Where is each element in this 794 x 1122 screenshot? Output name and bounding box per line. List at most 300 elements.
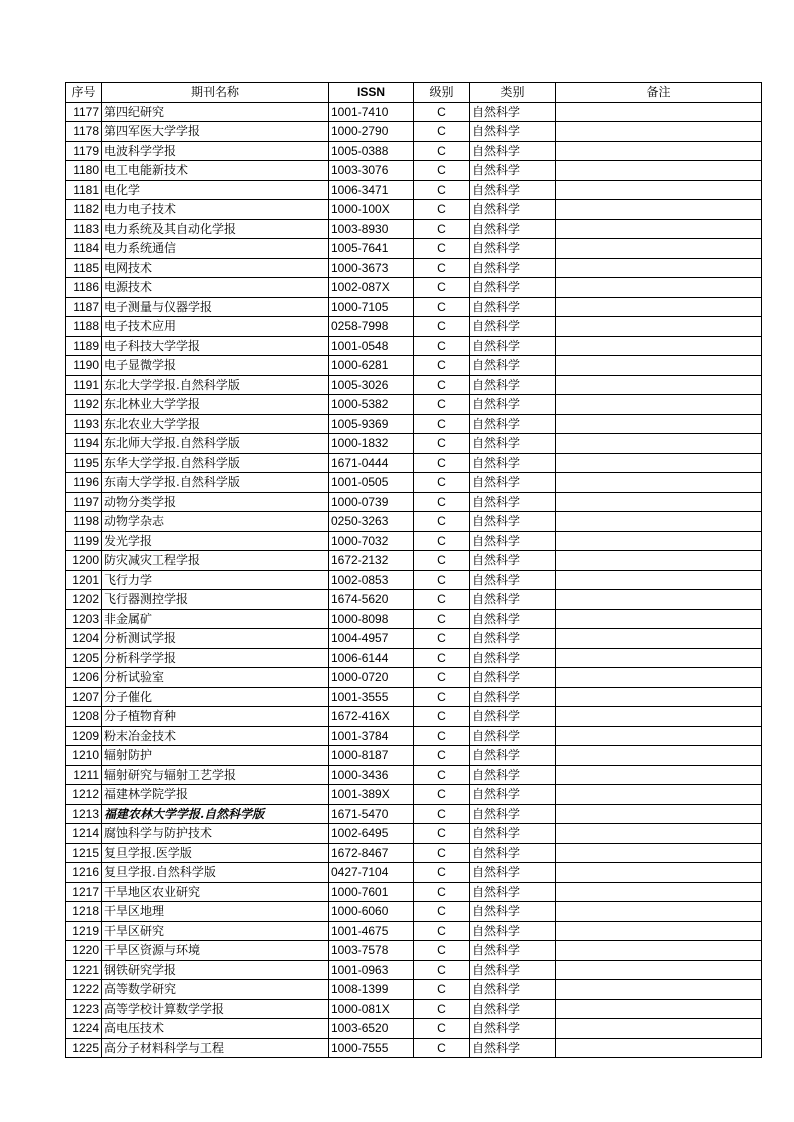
cell-level: C — [414, 941, 470, 961]
cell-note — [556, 278, 762, 298]
cell-issn: 1674-5620 — [329, 590, 414, 610]
cell-no: 1193 — [66, 414, 102, 434]
cell-category: 自然科学 — [470, 453, 556, 473]
cell-note — [556, 785, 762, 805]
cell-note — [556, 609, 762, 629]
cell-name: 防灾减灾工程学报 — [102, 551, 329, 571]
cell-level: C — [414, 590, 470, 610]
table-row — [66, 414, 762, 434]
table-row — [66, 785, 762, 805]
cell-issn: 1001-389X — [329, 785, 414, 805]
cell-no: 1203 — [66, 609, 102, 629]
table-row — [66, 375, 762, 395]
cell-category: 自然科学 — [470, 161, 556, 181]
table-row — [66, 921, 762, 941]
cell-no: 1187 — [66, 297, 102, 317]
cell-no: 1189 — [66, 336, 102, 356]
cell-issn: 1002-0853 — [329, 570, 414, 590]
cell-category: 自然科学 — [470, 980, 556, 1000]
cell-level: C — [414, 960, 470, 980]
table-row — [66, 726, 762, 746]
cell-no: 1206 — [66, 668, 102, 688]
cell-issn: 1000-7032 — [329, 531, 414, 551]
cell-level: C — [414, 336, 470, 356]
cell-category: 自然科学 — [470, 512, 556, 532]
cell-category: 自然科学 — [470, 278, 556, 298]
cell-issn: 1000-6281 — [329, 356, 414, 376]
cell-name: 动物分类学报 — [102, 492, 329, 512]
cell-no: 1213 — [66, 804, 102, 824]
table-row — [66, 687, 762, 707]
cell-category: 自然科学 — [470, 258, 556, 278]
table-row — [66, 180, 762, 200]
cell-issn: 1672-416X — [329, 707, 414, 727]
cell-note — [556, 863, 762, 883]
cell-note — [556, 141, 762, 161]
cell-no: 1217 — [66, 882, 102, 902]
header-name: 期刊名称 — [102, 83, 329, 103]
cell-issn: 1004-4957 — [329, 629, 414, 649]
table-row — [66, 980, 762, 1000]
cell-note — [556, 258, 762, 278]
table-row — [66, 570, 762, 590]
cell-note — [556, 434, 762, 454]
cell-issn: 1000-2790 — [329, 122, 414, 142]
cell-level: C — [414, 707, 470, 727]
cell-name: 福建林学院学报 — [102, 785, 329, 805]
cell-level: C — [414, 200, 470, 220]
cell-issn: 1003-3076 — [329, 161, 414, 181]
cell-no: 1208 — [66, 707, 102, 727]
cell-name: 第四军医大学学报 — [102, 122, 329, 142]
cell-issn: 1000-081X — [329, 999, 414, 1019]
cell-level: C — [414, 609, 470, 629]
cell-issn: 1003-6520 — [329, 1019, 414, 1039]
journal-table — [65, 82, 762, 1058]
cell-note — [556, 414, 762, 434]
cell-category: 自然科学 — [470, 999, 556, 1019]
cell-no: 1182 — [66, 200, 102, 220]
cell-note — [556, 551, 762, 571]
header-level: 级别 — [414, 83, 470, 103]
cell-name: 分子催化 — [102, 687, 329, 707]
cell-note — [556, 882, 762, 902]
cell-name: 分析试验室 — [102, 668, 329, 688]
cell-issn: 1672-2132 — [329, 551, 414, 571]
cell-level: C — [414, 102, 470, 122]
cell-name: 飞行力学 — [102, 570, 329, 590]
cell-note — [556, 122, 762, 142]
cell-name: 电子测量与仪器学报 — [102, 297, 329, 317]
cell-no: 1192 — [66, 395, 102, 415]
cell-note — [556, 239, 762, 259]
cell-no: 1180 — [66, 161, 102, 181]
table-body — [66, 102, 762, 1058]
cell-level: C — [414, 141, 470, 161]
cell-issn: 1001-3784 — [329, 726, 414, 746]
cell-category: 自然科学 — [470, 492, 556, 512]
cell-category: 自然科学 — [470, 668, 556, 688]
cell-no: 1183 — [66, 219, 102, 239]
cell-name: 电化学 — [102, 180, 329, 200]
table-row — [66, 746, 762, 766]
cell-name: 钢铁研究学报 — [102, 960, 329, 980]
table-row — [66, 863, 762, 883]
cell-note — [556, 824, 762, 844]
cell-no: 1219 — [66, 921, 102, 941]
cell-category: 自然科学 — [470, 726, 556, 746]
table-row — [66, 434, 762, 454]
cell-name: 高等学校计算数学学报 — [102, 999, 329, 1019]
cell-issn: 1000-0739 — [329, 492, 414, 512]
cell-category: 自然科学 — [470, 570, 556, 590]
cell-note — [556, 921, 762, 941]
cell-level: C — [414, 297, 470, 317]
cell-no: 1224 — [66, 1019, 102, 1039]
cell-issn: 1672-8467 — [329, 843, 414, 863]
cell-no: 1204 — [66, 629, 102, 649]
cell-name: 非金属矿 — [102, 609, 329, 629]
cell-issn: 1001-0963 — [329, 960, 414, 980]
cell-no: 1218 — [66, 902, 102, 922]
cell-issn: 1002-6495 — [329, 824, 414, 844]
cell-note — [556, 102, 762, 122]
cell-level: C — [414, 278, 470, 298]
cell-name: 东北林业大学学报 — [102, 395, 329, 415]
cell-category: 自然科学 — [470, 590, 556, 610]
cell-name: 电子技术应用 — [102, 317, 329, 337]
cell-level: C — [414, 512, 470, 532]
cell-no: 1199 — [66, 531, 102, 551]
cell-level: C — [414, 375, 470, 395]
cell-note — [556, 395, 762, 415]
cell-note — [556, 804, 762, 824]
cell-level: C — [414, 161, 470, 181]
cell-no: 1201 — [66, 570, 102, 590]
cell-issn: 1008-1399 — [329, 980, 414, 1000]
table-row — [66, 765, 762, 785]
table-row — [66, 531, 762, 551]
cell-name: 辐射防护 — [102, 746, 329, 766]
cell-note — [556, 687, 762, 707]
cell-no: 1186 — [66, 278, 102, 298]
cell-name: 复旦学报.自然科学版 — [102, 863, 329, 883]
table-row — [66, 941, 762, 961]
cell-category: 自然科学 — [470, 473, 556, 493]
cell-no: 1184 — [66, 239, 102, 259]
cell-level: C — [414, 882, 470, 902]
cell-category: 自然科学 — [470, 239, 556, 259]
cell-issn: 1671-5470 — [329, 804, 414, 824]
cell-category: 自然科学 — [470, 707, 556, 727]
cell-category: 自然科学 — [470, 141, 556, 161]
cell-category: 自然科学 — [470, 317, 556, 337]
cell-name: 辐射研究与辐射工艺学报 — [102, 765, 329, 785]
cell-category: 自然科学 — [470, 746, 556, 766]
cell-note — [556, 297, 762, 317]
table-row — [66, 609, 762, 629]
cell-note — [556, 1019, 762, 1039]
cell-no: 1220 — [66, 941, 102, 961]
cell-no: 1177 — [66, 102, 102, 122]
cell-name: 粉末冶金技术 — [102, 726, 329, 746]
cell-no: 1191 — [66, 375, 102, 395]
cell-name: 东华大学学报.自然科学版 — [102, 453, 329, 473]
cell-category: 自然科学 — [470, 180, 556, 200]
cell-category: 自然科学 — [470, 902, 556, 922]
cell-no: 1190 — [66, 356, 102, 376]
cell-category: 自然科学 — [470, 102, 556, 122]
cell-level: C — [414, 863, 470, 883]
cell-level: C — [414, 902, 470, 922]
cell-level: C — [414, 843, 470, 863]
cell-note — [556, 570, 762, 590]
cell-category: 自然科学 — [470, 336, 556, 356]
cell-issn: 0258-7998 — [329, 317, 414, 337]
cell-name: 电工电能新技术 — [102, 161, 329, 181]
cell-level: C — [414, 648, 470, 668]
cell-name: 东北大学学报.自然科学版 — [102, 375, 329, 395]
table-row — [66, 297, 762, 317]
table-row — [66, 122, 762, 142]
cell-issn: 1006-3471 — [329, 180, 414, 200]
cell-category: 自然科学 — [470, 785, 556, 805]
cell-issn: 1001-0505 — [329, 473, 414, 493]
cell-issn: 1000-7105 — [329, 297, 414, 317]
cell-note — [556, 590, 762, 610]
cell-category: 自然科学 — [470, 219, 556, 239]
cell-no: 1221 — [66, 960, 102, 980]
cell-issn: 1005-9369 — [329, 414, 414, 434]
cell-issn: 1003-8930 — [329, 219, 414, 239]
header-row — [66, 83, 762, 103]
cell-note — [556, 941, 762, 961]
table-row — [66, 453, 762, 473]
table-row — [66, 200, 762, 220]
table-row — [66, 141, 762, 161]
cell-issn: 1000-7601 — [329, 882, 414, 902]
cell-issn: 1000-8098 — [329, 609, 414, 629]
cell-level: C — [414, 180, 470, 200]
cell-category: 自然科学 — [470, 648, 556, 668]
cell-level: C — [414, 473, 470, 493]
table-row — [66, 278, 762, 298]
cell-name: 电子科技大学学报 — [102, 336, 329, 356]
table-row — [66, 239, 762, 259]
table-row — [66, 902, 762, 922]
header-note: 备注 — [556, 83, 762, 103]
cell-category: 自然科学 — [470, 882, 556, 902]
cell-name: 东北师大学报.自然科学版 — [102, 434, 329, 454]
cell-note — [556, 960, 762, 980]
cell-category: 自然科学 — [470, 375, 556, 395]
cell-no: 1225 — [66, 1038, 102, 1058]
cell-category: 自然科学 — [470, 843, 556, 863]
cell-no: 1202 — [66, 590, 102, 610]
cell-issn: 1005-7641 — [329, 239, 414, 259]
cell-issn: 1000-5382 — [329, 395, 414, 415]
cell-no: 1207 — [66, 687, 102, 707]
cell-category: 自然科学 — [470, 122, 556, 142]
cell-no: 1178 — [66, 122, 102, 142]
cell-note — [556, 200, 762, 220]
cell-category: 自然科学 — [470, 863, 556, 883]
cell-note — [556, 765, 762, 785]
cell-name: 东北农业大学学报 — [102, 414, 329, 434]
cell-note — [556, 473, 762, 493]
cell-level: C — [414, 921, 470, 941]
cell-no: 1216 — [66, 863, 102, 883]
table-row — [66, 161, 762, 181]
table-row — [66, 219, 762, 239]
cell-category: 自然科学 — [470, 941, 556, 961]
cell-note — [556, 317, 762, 337]
table-row — [66, 960, 762, 980]
cell-issn: 1000-6060 — [329, 902, 414, 922]
cell-note — [556, 668, 762, 688]
cell-issn: 1005-0388 — [329, 141, 414, 161]
cell-no: 1198 — [66, 512, 102, 532]
cell-issn: 0427-7104 — [329, 863, 414, 883]
table-row — [66, 102, 762, 122]
cell-issn: 1001-4675 — [329, 921, 414, 941]
cell-note — [556, 707, 762, 727]
cell-note — [556, 902, 762, 922]
cell-category: 自然科学 — [470, 629, 556, 649]
cell-name: 电波科学学报 — [102, 141, 329, 161]
table-row — [66, 395, 762, 415]
cell-name: 电网技术 — [102, 258, 329, 278]
cell-level: C — [414, 785, 470, 805]
cell-name: 高电压技术 — [102, 1019, 329, 1039]
table-row — [66, 999, 762, 1019]
cell-level: C — [414, 999, 470, 1019]
table-row — [66, 707, 762, 727]
table-row — [66, 843, 762, 863]
cell-level: C — [414, 804, 470, 824]
cell-name: 干旱区资源与环境 — [102, 941, 329, 961]
cell-note — [556, 1038, 762, 1058]
cell-issn: 1001-0548 — [329, 336, 414, 356]
cell-note — [556, 512, 762, 532]
cell-no: 1212 — [66, 785, 102, 805]
table-row — [66, 317, 762, 337]
cell-note — [556, 629, 762, 649]
cell-note — [556, 843, 762, 863]
cell-note — [556, 180, 762, 200]
cell-no: 1222 — [66, 980, 102, 1000]
cell-category: 自然科学 — [470, 609, 556, 629]
cell-name: 第四纪研究 — [102, 102, 329, 122]
cell-note — [556, 980, 762, 1000]
cell-level: C — [414, 239, 470, 259]
cell-note — [556, 726, 762, 746]
cell-name: 腐蚀科学与防护技术 — [102, 824, 329, 844]
cell-no: 1181 — [66, 180, 102, 200]
table-row — [66, 804, 762, 824]
cell-no: 1214 — [66, 824, 102, 844]
cell-level: C — [414, 453, 470, 473]
cell-level: C — [414, 570, 470, 590]
cell-no: 1194 — [66, 434, 102, 454]
cell-no: 1211 — [66, 765, 102, 785]
cell-issn: 1000-7555 — [329, 1038, 414, 1058]
table-row — [66, 551, 762, 571]
cell-name: 高等数学研究 — [102, 980, 329, 1000]
cell-note — [556, 356, 762, 376]
cell-issn: 1000-0720 — [329, 668, 414, 688]
cell-level: C — [414, 434, 470, 454]
cell-issn: 1001-3555 — [329, 687, 414, 707]
cell-note — [556, 375, 762, 395]
cell-note — [556, 999, 762, 1019]
cell-category: 自然科学 — [470, 395, 556, 415]
cell-category: 自然科学 — [470, 356, 556, 376]
cell-level: C — [414, 765, 470, 785]
cell-name: 干旱区地理 — [102, 902, 329, 922]
cell-name: 干旱区研究 — [102, 921, 329, 941]
cell-category: 自然科学 — [470, 1019, 556, 1039]
cell-note — [556, 746, 762, 766]
cell-level: C — [414, 629, 470, 649]
cell-no: 1215 — [66, 843, 102, 863]
cell-name: 电源技术 — [102, 278, 329, 298]
cell-issn: 1671-0444 — [329, 453, 414, 473]
cell-category: 自然科学 — [470, 414, 556, 434]
cell-no: 1185 — [66, 258, 102, 278]
cell-issn: 1003-7578 — [329, 941, 414, 961]
table-row — [66, 590, 762, 610]
cell-issn: 1000-100X — [329, 200, 414, 220]
table-row — [66, 512, 762, 532]
cell-name: 飞行器测控学报 — [102, 590, 329, 610]
cell-name: 高分子材料科学与工程 — [102, 1038, 329, 1058]
cell-no: 1196 — [66, 473, 102, 493]
cell-name: 电力系统通信 — [102, 239, 329, 259]
cell-level: C — [414, 746, 470, 766]
cell-name: 干旱地区农业研究 — [102, 882, 329, 902]
cell-category: 自然科学 — [470, 434, 556, 454]
cell-name: 动物学杂志 — [102, 512, 329, 532]
cell-level: C — [414, 668, 470, 688]
cell-no: 1223 — [66, 999, 102, 1019]
cell-level: C — [414, 824, 470, 844]
table-row — [66, 648, 762, 668]
header-no: 序号 — [66, 83, 102, 103]
cell-no: 1200 — [66, 551, 102, 571]
cell-no: 1209 — [66, 726, 102, 746]
table-row — [66, 336, 762, 356]
cell-name: 复旦学报.医学版 — [102, 843, 329, 863]
cell-level: C — [414, 414, 470, 434]
cell-level: C — [414, 356, 470, 376]
cell-note — [556, 648, 762, 668]
cell-category: 自然科学 — [470, 1038, 556, 1058]
cell-category: 自然科学 — [470, 687, 556, 707]
cell-issn: 1005-3026 — [329, 375, 414, 395]
cell-level: C — [414, 1019, 470, 1039]
header-category: 类别 — [470, 83, 556, 103]
cell-no: 1179 — [66, 141, 102, 161]
cell-name: 分析科学学报 — [102, 648, 329, 668]
cell-issn: 1000-8187 — [329, 746, 414, 766]
cell-category: 自然科学 — [470, 921, 556, 941]
header-issn: ISSN — [329, 83, 414, 103]
cell-category: 自然科学 — [470, 960, 556, 980]
cell-name: 东南大学学报.自然科学版 — [102, 473, 329, 493]
table-row — [66, 258, 762, 278]
table-row — [66, 629, 762, 649]
